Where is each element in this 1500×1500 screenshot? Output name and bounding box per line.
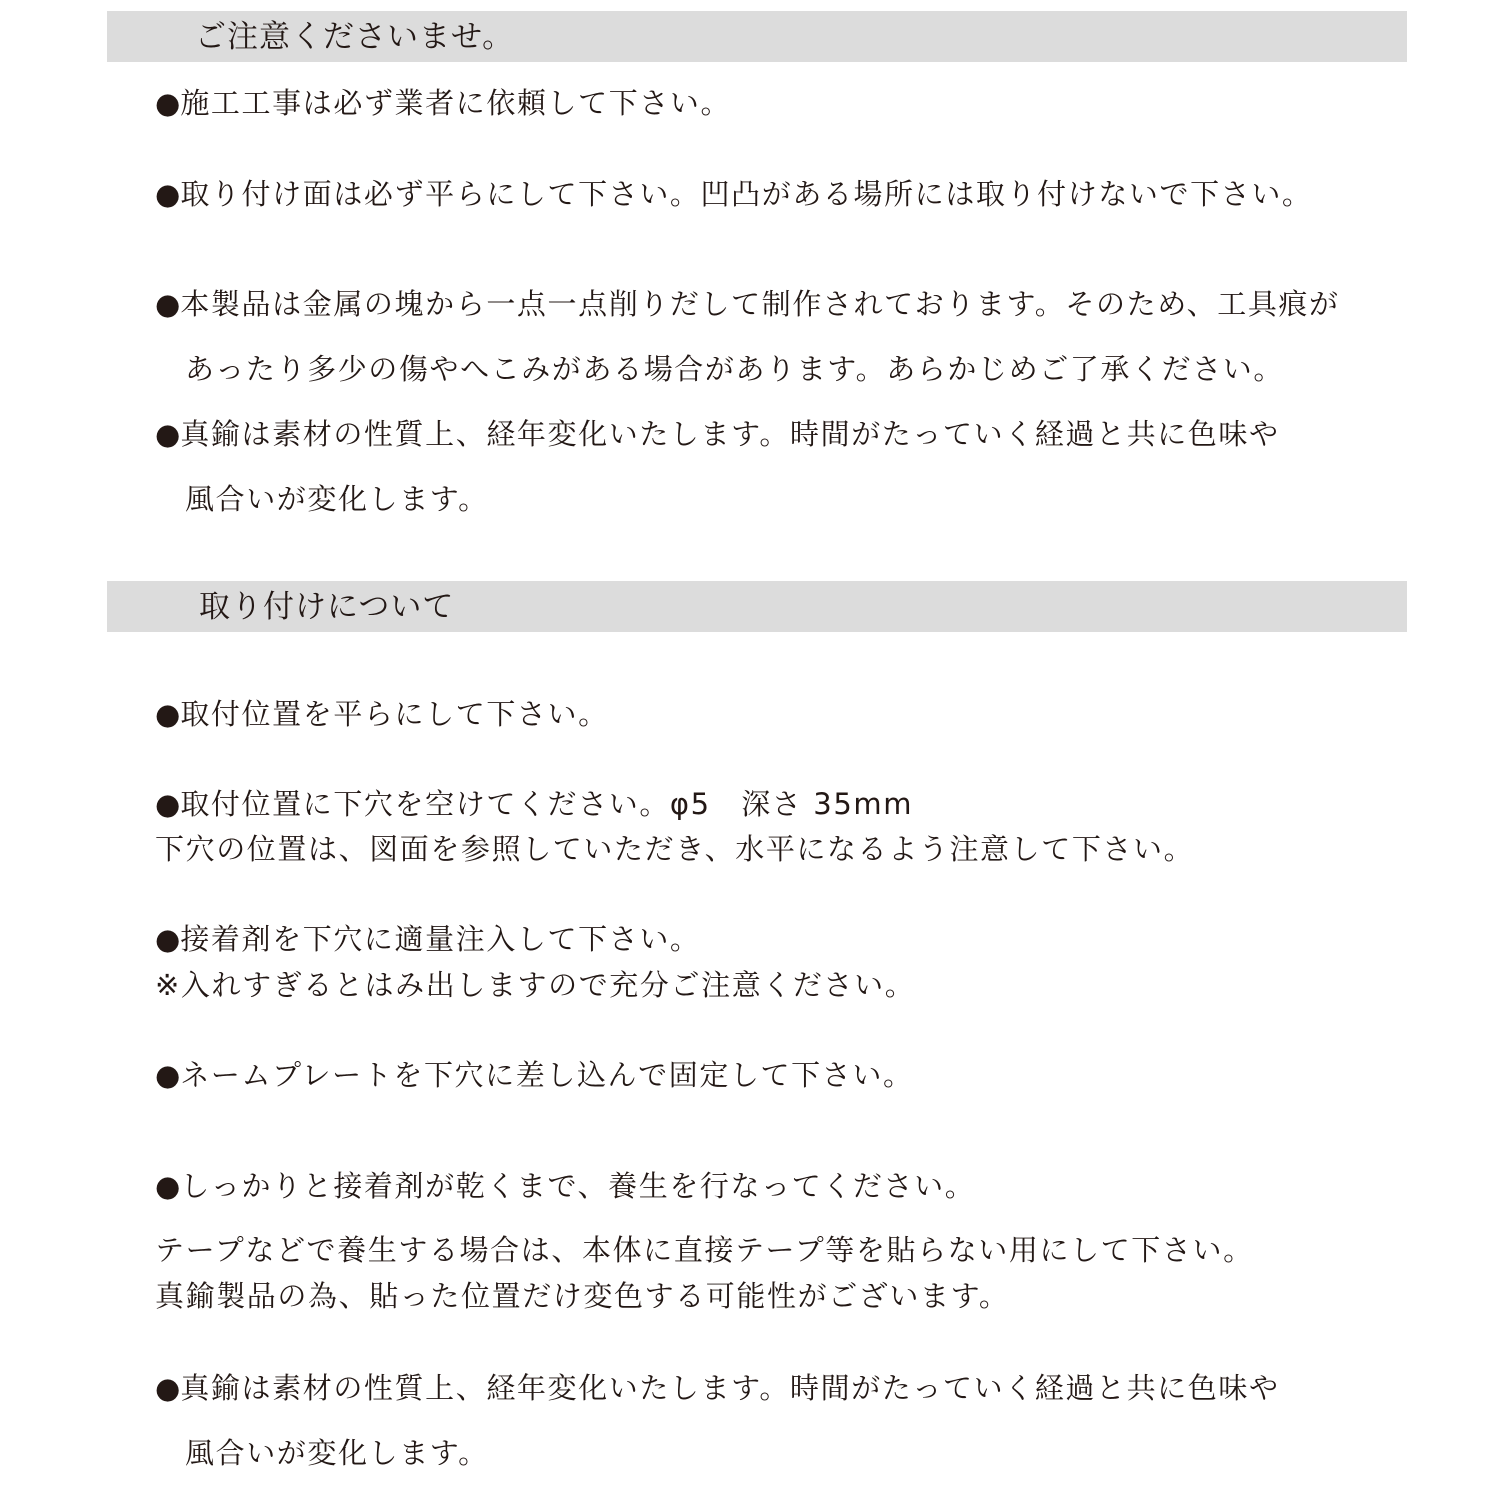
caution-item-brass-aging: ● 真鍮は素材の性質上、経年変化いたします。時間がたっていく経過と共に色味や [155, 417, 1280, 451]
caution-section-title: ご注意くださいませ。 [195, 19, 515, 55]
caution-item-flat-surface: ● 取り付け面は必ず平らにして下さい。凹凸がある場所には取り付けないで下さい。 [155, 177, 1313, 211]
install-section-title: 取り付けについて [199, 589, 455, 625]
install-item-brass-aging-cont: 風合いが変化します。 [185, 1436, 489, 1470]
caution-item-machined: ● 本製品は金属の塊から一点一点削りだして制作されております。そのため、工具痕が [155, 287, 1340, 321]
install-item-flatten: ● 取付位置を平らにして下さい。 [155, 697, 609, 731]
install-section-header [107, 581, 1407, 632]
install-item-tape-note: テープなどで養生する場合は、本体に直接テープ等を貼らない用にして下さい。 [155, 1233, 1254, 1267]
caution-item-machined-cont: あったり多少の傷やへこみがある場合があります。あらかじめご了承ください。 [185, 352, 1284, 386]
install-item-curing: ● しっかりと接着剤が乾くまで、養生を行なってください。 [155, 1169, 975, 1203]
caution-section-header [107, 11, 1407, 62]
caution-item-brass-aging-cont: 風合いが変化します。 [185, 482, 489, 516]
install-item-insert-plate: ● ネームプレートを下穴に差し込んで固定して下さい。 [155, 1058, 914, 1092]
install-item-discolor-note: 真鍮製品の為、貼った位置だけ変色する可能性がございます。 [155, 1279, 1010, 1313]
install-item-adhesive-note: ※入れすぎるとはみ出しますので充分ご注意ください。 [155, 968, 916, 1002]
caution-item-contractor: ● 施工工事は必ず業者に依頼して下さい。 [155, 86, 731, 120]
install-item-brass-aging: ● 真鍮は素材の性質上、経年変化いたします。時間がたっていく経過と共に色味や [155, 1371, 1280, 1405]
install-item-drill-hole-note: 下穴の位置は、図面を参照していただき、水平になるよう注意して下さい。 [155, 832, 1195, 866]
install-item-drill-hole: ● 取付位置に下穴を空けてください。φ5 深さ 35mm [155, 787, 913, 821]
install-item-adhesive: ● 接着剤を下穴に適量注入して下さい。 [155, 922, 701, 956]
